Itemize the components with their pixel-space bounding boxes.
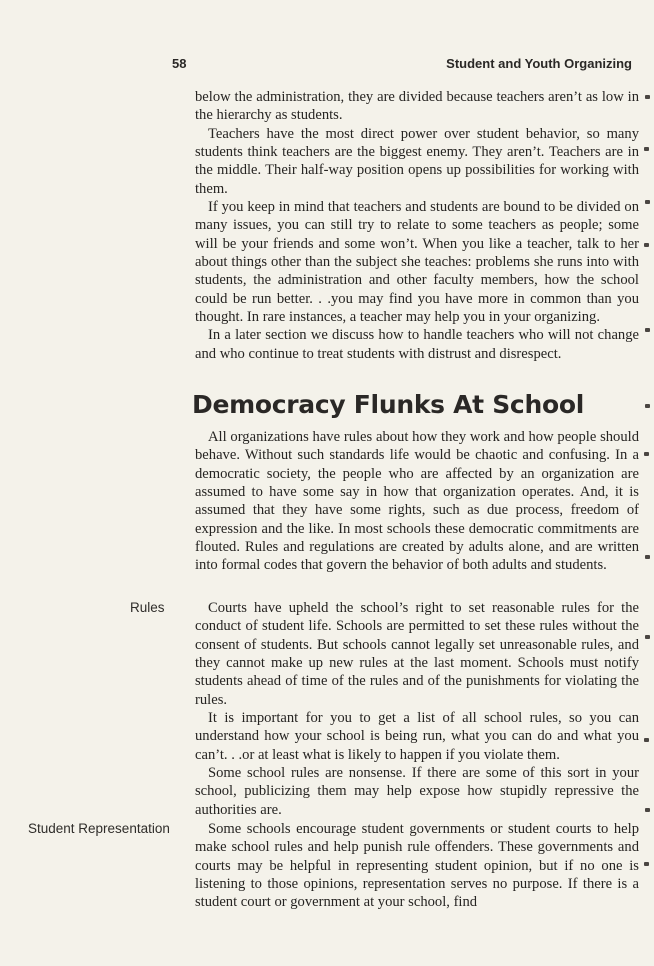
paragraph: below the administration, they are divided because teachers aren’t as low in the hierarchy as students. xyxy=(195,89,639,124)
scan-mark xyxy=(645,328,650,332)
paragraph: Courts have upheld the school’s right to set reasonable rules for the conduct of student life. Schools are permitted to set these rules without the consent of students. But schools cannot legally set unreasonable rules, and they cannot make up new rules at the last moment. Schools must notify students ahead of time of the rules and of the punishments for violating the rules. xyxy=(195,600,639,708)
running-title: Student and Youth Organizing xyxy=(446,56,632,71)
paragraph: Teachers have the most direct power over student behavior, so many students think teachers are the biggest enemy. They aren’t. Teachers are in the middle. Their half-way position opens up possibilities for working with them. xyxy=(195,125,639,197)
paragraph: If you keep in mind that teachers and students are bound to be divided on many issues, you can still try to relate to some teachers as people; some will be your friends and some won’t. When you like a teacher, talk to her about things other than the subject she teaches: problems she runs into with students, the administration and other faculty members, how the school could be run better. . .you may find you have more in common than you thought. In rare instances, a teacher may help you in your organizing. xyxy=(195,199,639,326)
text-block-democracy xyxy=(195,428,639,575)
paragraph: It is important for you to get a list of all school rules, so you can understand how your school is being run, what you can do and what you can’t. . .or at least what is likely to happen if you violate them. xyxy=(195,710,639,763)
scan-mark xyxy=(644,452,649,456)
sidehead-student-representation: Student Representation xyxy=(28,821,170,836)
text-block-teachers xyxy=(195,88,639,363)
text-block-representation xyxy=(195,820,639,912)
scan-mark xyxy=(644,862,649,866)
text-block-rules xyxy=(195,599,639,819)
scan-mark xyxy=(645,404,650,408)
scan-mark xyxy=(645,95,650,99)
scan-mark xyxy=(644,147,649,151)
paragraph: Some school rules are nonsense. If there are some of this sort in your school, publicizing them may help expose how stupidly repressive the authorities are. xyxy=(195,765,639,818)
scan-mark xyxy=(644,738,649,742)
section-heading: Democracy Flunks At School xyxy=(192,390,584,419)
paragraph: All organizations have rules about how they work and how people should behave. Without such standards life would be chaotic and confusing. In a democratic society, the people who are affected by an organization are assumed to have some say in how that organization operates. And, it is assumed that they have some rights, such as due process, freedom of expression and the like. In most schools these democratic commitments are flouted. Rules and regulations are created by adults alone, and are written into formal codes that govern the behavior of both adults and students. xyxy=(195,429,639,574)
scan-mark xyxy=(645,555,650,559)
paragraph: In a later section we discuss how to handle teachers who will not change and who continue to treat students with distrust and disrespect. xyxy=(195,327,639,362)
scan-mark xyxy=(645,200,650,204)
sidehead-rules: Rules xyxy=(130,600,165,615)
paragraph: Some schools encourage student governments or student courts to help make school rules and help punish rule offenders. These governments and courts may be helpful in representing student opinion, but if no one is listening to those opinions, representation serves no purpose. If there is a student court or government at your school, find xyxy=(195,821,639,911)
page-number: 58 xyxy=(172,56,187,71)
scan-mark xyxy=(644,243,649,247)
scan-mark xyxy=(645,635,650,639)
scan-mark xyxy=(645,808,650,812)
